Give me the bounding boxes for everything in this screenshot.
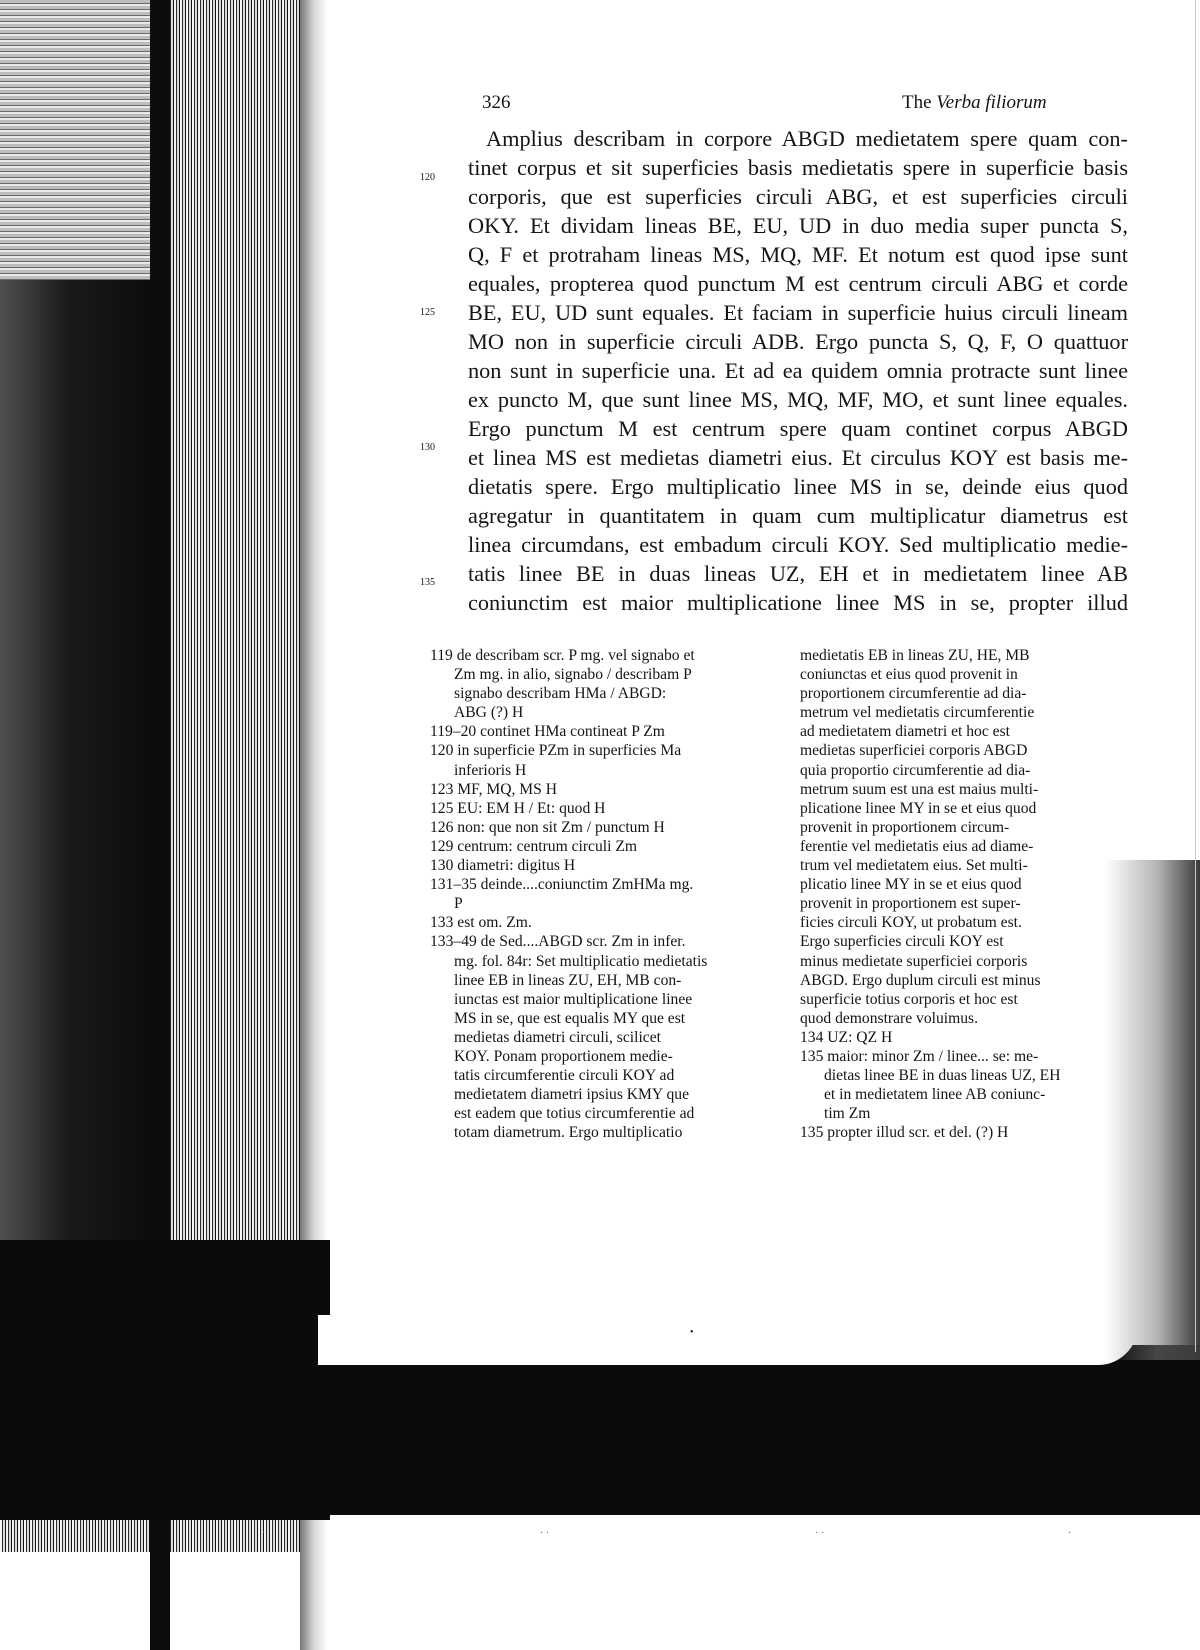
apparatus-line: mg. fol. 84r: Set multiplicatio medietatis	[454, 952, 708, 970]
apparatus-line: 135 maior: minor Zm / linee... se: me-	[800, 1047, 1039, 1065]
apparatus-line: 126 non: que non sit Zm / punctum H	[430, 818, 665, 836]
apparatus-line: Ergo superficies circuli KOY est	[800, 933, 1004, 951]
text-line: corporis, que est superficies circuli ABG, et est superficies circuli	[468, 184, 1128, 209]
apparatus-line: 131–35 deinde....coniunctim ZmHMa mg.	[430, 876, 694, 894]
apparatus-line: ABG (?) H	[454, 704, 524, 722]
apparatus-line: Zm mg. in alio, signabo / describam P	[454, 666, 692, 684]
apparatus-line: tatis circumferentie circuli KOY ad	[454, 1067, 675, 1085]
apparatus-line: dietas linee BE in duas lineas UZ, EH	[824, 1067, 1061, 1085]
apparatus-line: medietas diametri circuli, scilicet	[454, 1028, 661, 1046]
text-line: tatis linee BE in duas lineas UZ, EH et in medietatem linee AB	[468, 561, 1128, 586]
page-bottom-edge	[318, 1315, 1138, 1365]
apparatus-line: proportionem circumferentie ad dia-	[800, 685, 1027, 703]
apparatus-line: 133–49 de Sed....ABGD scr. Zm in infer.	[430, 933, 686, 951]
speckle: · ·	[815, 1528, 825, 1539]
line-number: 135	[420, 577, 435, 588]
apparatus-line: 130 diametri: digitus H	[430, 857, 576, 875]
apparatus-line: totam diametrum. Ergo multiplicatio	[454, 1124, 683, 1142]
apparatus-line: iunctas est maior multiplicatione linee	[454, 990, 693, 1008]
scan-background-bottom	[0, 1345, 1200, 1515]
text-line: ex puncto M, que sunt linee MS, MQ, MF, MO, et sunt linee equales.	[468, 387, 1128, 412]
text-line: MO non in superficie circuli ADB. Ergo puncta S, Q, F, O quattuor	[468, 329, 1128, 354]
apparatus-line: medietatis EB in lineas ZU, HE, MB	[800, 647, 1030, 664]
text-line: coniunctim est maior multiplicatione linee MS in se, propter illud	[468, 590, 1128, 615]
running-head-prefix: The	[902, 92, 937, 113]
text-line: non sunt in superficie una. Et ad ea quidem omnia protracte sunt linee	[468, 358, 1128, 383]
text-line: linea circumdans, est embadum circuli KOY. Sed multiplicatio medie-	[468, 532, 1128, 557]
apparatus-line: plicatio linee MY in se et eius quod	[800, 876, 1022, 894]
text-line: BE, EU, UD sunt equales. Et faciam in superficie huius circuli lineam	[468, 300, 1128, 325]
apparatus-line: superficie totius corporis et hoc est	[800, 990, 1018, 1008]
apparatus-line: 119–20 continet HMa contineat P Zm	[430, 723, 665, 741]
speckle: ·	[262, 1528, 266, 1539]
text-line: dietatis spere. Ergo multiplicatio linee MS in se, deinde eius quod	[468, 474, 1128, 499]
apparatus-line: 119 de describam scr. P mg. vel signabo et	[430, 647, 695, 664]
apparatus-left-column	[430, 646, 790, 1142]
apparatus-line: ferentie vel medietatis eius ad diame-	[800, 837, 1034, 855]
apparatus-line: 135 propter illud scr. et del. (?) H	[800, 1124, 1009, 1142]
line-number: 120	[420, 172, 435, 183]
apparatus-line: quia proportio circumferentie ad dia-	[800, 761, 1031, 779]
apparatus-line: et in medietatem linee AB coniunc-	[824, 1086, 1046, 1104]
apparatus-line: metrum vel medietatis circumferentie	[800, 704, 1035, 722]
line-number: 130	[420, 442, 435, 453]
apparatus-line: medietatem diametri ipsius KMY que	[454, 1086, 690, 1104]
running-head-title: Verba filiorum	[936, 92, 1047, 113]
apparatus-line: KOY. Ponam proportionem medie-	[454, 1047, 673, 1065]
apparatus-line: MS in se, que est equalis MY que est	[454, 1009, 686, 1027]
running-head	[902, 92, 1047, 114]
page-right-edge	[1195, 0, 1196, 1352]
apparatus-line: 129 centrum: centrum circuli Zm	[430, 837, 637, 855]
apparatus-line: quod demonstrare voluimus.	[800, 1009, 979, 1027]
apparatus-line: 134 UZ: QZ H	[800, 1028, 893, 1046]
apparatus-line: minus medietate superficiei corporis	[800, 952, 1028, 970]
line-number: 125	[420, 307, 435, 318]
apparatus-line: signabo describam HMa / ABGD:	[454, 685, 667, 703]
text-line: et linea MS est medietas diametri eius. Et circulus KOY est basis me-	[468, 445, 1128, 470]
text-line: Q, F et protraham lineas MS, MQ, MF. Et notum est quod ipse sunt	[468, 242, 1128, 267]
apparatus-right-column	[800, 646, 1145, 1142]
text-line: Ergo punctum M est centrum spere quam continet corpus ABGD	[468, 416, 1128, 441]
text-line: agregatur in quantitatem in quam cum multiplicatur diametrus est	[468, 503, 1128, 528]
apparatus-line: linee EB in lineas ZU, EH, MB con-	[454, 971, 682, 989]
apparatus-line: tim Zm	[824, 1105, 871, 1123]
apparatus-line: 123 MF, MQ, MS H	[430, 780, 557, 798]
apparatus-line: ficies circuli KOY, ut probatum est.	[800, 914, 1022, 932]
apparatus-line: trum vel medietatem eius. Set multi-	[800, 857, 1028, 875]
apparatus-line: 125 EU: EM H / Et: quod H	[430, 799, 606, 817]
text-line: Amplius describam in corpore ABGD medietatem spere quam con-	[486, 126, 1128, 151]
apparatus-line: P	[454, 895, 463, 913]
speckle: ·	[1068, 1528, 1072, 1539]
scan-speckles	[0, 1528, 1200, 1548]
apparatus-line: est eadem que totius circumferentie ad	[454, 1105, 695, 1123]
apparatus-line: plicatione linee MY in se et eius quod	[800, 799, 1037, 817]
book-page-edges-top	[0, 0, 150, 300]
apparatus-line: provenit in proportionem est super-	[800, 895, 1021, 913]
apparatus-line: coniunctas et eius quod provenit in	[800, 666, 1018, 684]
apparatus-line: metrum suum est una est maius multi-	[800, 780, 1039, 798]
apparatus-line: medietas superficiei corporis ABGD	[800, 742, 1028, 760]
page-number: 326	[482, 92, 511, 113]
apparatus-line: 133 est om. Zm.	[430, 914, 532, 932]
page-mark: •	[690, 1327, 694, 1338]
apparatus-line: 120 in superficie PZm in superficies Ma	[430, 742, 682, 760]
text-line: tinet corpus et sit superficies basis medietatis spere in superficie basis	[468, 155, 1128, 180]
apparatus-line: inferioris H	[454, 761, 527, 779]
apparatus-line: provenit in proportionem circum-	[800, 818, 1010, 836]
apparatus-line: ad medietatem diametri et hoc est	[800, 723, 1010, 741]
text-line: OKY. Et dividam lineas BE, EU, UD in duo media super puncta S,	[468, 213, 1128, 238]
main-text	[468, 124, 1128, 617]
text-line: equales, propterea quod punctum M est centrum circuli ABG et corde	[468, 271, 1128, 296]
speckle: · ·	[540, 1528, 550, 1539]
apparatus-line: ABGD. Ergo duplum circuli est minus	[800, 971, 1041, 989]
